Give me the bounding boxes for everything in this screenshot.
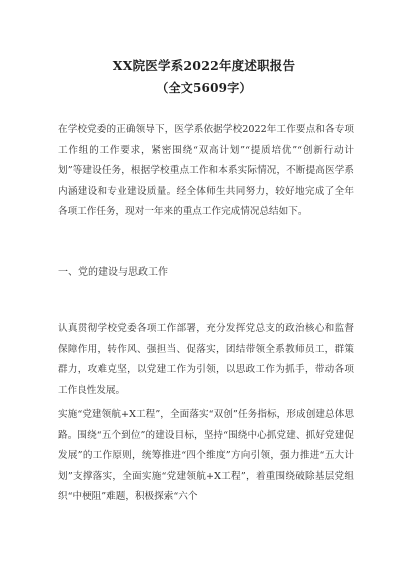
section-paragraph-2: 实施“党建领航+X工程”，全面落实“双创”任务指标，形成创建总体思路。围绕“五个到位”的建设目标，坚持“围绕中心抓党建、抓好党建促发展”的工作原则，统筹推进“四个维度”方向引领，强力推进“五大计划”支撑落实，全面实施“党建领航+X工程”，着重围绕破除基层党组织“中梗阻”难题，积极探索“六个 (58, 409, 354, 502)
section-paragraph-1: 认真贯彻学校党委各项工作部署，充分发挥党总支的政治核心和监督保障作用，转作风、强担当、促落实，团结带领全系教师员工，群策群力，攻难克坚，以党建工作为引领，以思政工作为抓手，带动各项工作良性发展。 (58, 323, 354, 396)
section-heading: 一、党的建设与思政工作 (58, 267, 168, 278)
document-word-count: （全文5609字） (156, 81, 252, 95)
document-title: XX院医学系2022年度述职报告 (112, 58, 296, 73)
intro-paragraph: 在学校党委的正确领导下，医学系依据学校2022年工作要点和各专项工作组的工作要求，紧密围绕“双高计划”“提质培优”“创新行动计划”等建设任务，根据学校重点工作和本系实际情况，不断提高医学系内涵建设和专业建设质量。经全体师生共同努力，较好地完成了全年各项工作任务，现对一年来的重点工作完成情况总结如下。 (58, 124, 354, 217)
